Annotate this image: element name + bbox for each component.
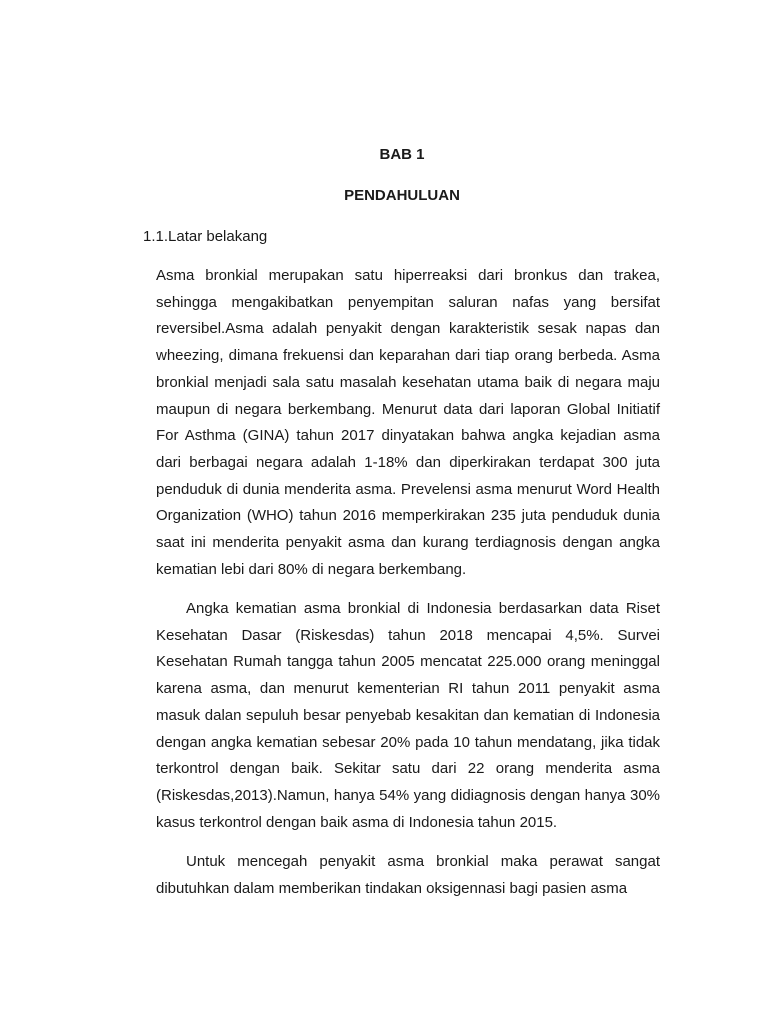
chapter-number: BAB 1 <box>379 146 425 163</box>
chapter-title: PENDAHULUAN <box>344 187 460 204</box>
paragraph-3: Untuk mencegah penyakit asma bronkial maka perawat sangat dibutuhkan dalam memberikan tindakan oksigennasi bagi pasien asma <box>156 853 660 897</box>
paragraph-1: Asma bronkial merupakan satu hiperreaksi dari bronkus dan trakea, sehingga mengakibatkan penyempitan saluran nafas yang bersifat reversibel.Asma adalah penyakit dengan karakteristik sesak napas dan wheezing, dimana frekuensi dan keparahan dari tiap orang berbeda. Asma bronkial menjadi sala satu masalah kesehatan utama baik di negara maju maupun di negara berkembang. Menurut data dari laporan Global Initiatif For Asthma (GINA) tahun 2017 dinyatakan bahwa angka kejadian asma dari berbagai negara adalah 1-18% dan diperkirakan terdapat 300 juta penduduk di dunia menderita asma. Prevelensi asma menurut Word Health Organization (WHO) tahun 2016 memperkirakan 235 juta penduduk dunia saat ini menderita penyakit asma dan kurang terdiagnosis dengan angka kematian lebi dari 80% di negara berkembang. <box>156 267 660 578</box>
section-heading: 1.1.Latar belakang <box>143 228 268 245</box>
paragraph-2: Angka kematian asma bronkial di Indonesia berdasarkan data Riset Kesehatan Dasar (Riskesdas) tahun 2018 mencapai 4,5%. Survei Kesehatan Rumah tangga tahun 2005 mencatat 225.000 orang meninggal karena asma, dan menurut kementerian RI tahun 2011 penyakit asma masuk dalan sepuluh besar penyebab kesakitan dan kematian di Indonesia dengan angka kematian sebesar 20% pada 10 tahun mendatang, jika tidak terkontrol dengan baik. Sekitar satu dari 22 orang menderita asma (Riskesdas,2013).Namun, hanya 54% yang didiagnosis dengan hanya 30% kasus terkontrol dengan baik asma di Indonesia tahun 2015. <box>156 600 660 831</box>
